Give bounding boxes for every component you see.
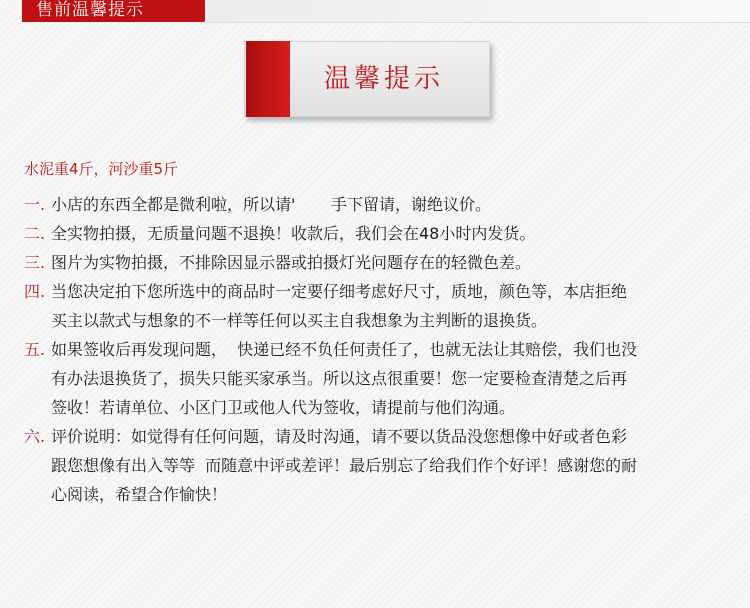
item-text-line: 当您决定拍下您所选中的商品时一定要仔细考虑好尺寸，质地，颜色等，本店拒绝 (51, 282, 628, 301)
item-text-line: 图片为实物拍摄，不排除因显示器或拍摄灯光问题存在的轻微色差。 (51, 253, 532, 272)
item-text-line: 签收！若请单位、小区门卫或他人代为签收，请提前与他们沟通。 (51, 398, 516, 417)
item-number: 四. (24, 282, 46, 301)
title-banner (244, 41, 490, 117)
notice-item (24, 248, 734, 277)
item-number: 六. (24, 427, 46, 446)
item-number: 三. (24, 253, 46, 272)
item-text-line: 有办法退换货了，损失只能买家承当。所以这点很重要！您一定要检查清楚之后再 (51, 369, 628, 388)
item-number: 二. (24, 224, 46, 243)
item-text-line: 小店的东西全都是微利啦，所以请' 手下留请，谢绝议价。 (51, 195, 492, 214)
item-text-line: 如果签收后再发现问题， 快递已经不负任何责任了，也就无法让其赔偿，我们也没 (51, 340, 638, 359)
item-text-line: 评价说明：如觉得有任何问题，请及时沟通，请不要以货品没您想像中好或者色彩 (51, 427, 628, 446)
item-number: 五. (24, 340, 46, 359)
title-red-bar (246, 41, 290, 117)
notice-item (24, 277, 734, 335)
notice-item (24, 422, 734, 509)
notice-item (24, 219, 734, 248)
item-number: 一. (24, 195, 46, 214)
item-text-line: 全实物拍摄，无质量问题不退换！收款后，我们会在48小时内发货。 (51, 224, 536, 243)
item-text-line: 买主以款式与想象的不一样等任何以买主自我想象为主判断的退换货。 (51, 311, 548, 330)
notice-content (24, 160, 734, 509)
weight-note: 水泥重4斤，河沙重5斤 (24, 160, 179, 178)
notice-item (24, 335, 734, 422)
item-text-line: 跟您想像有出入等等 而随意中评或差评！最后别忘了给我们作个好评！感谢您的耐 (51, 456, 638, 475)
item-text-line: 心阅读，希望合作愉快！ (51, 485, 228, 504)
page-title: 温馨提示 (324, 64, 445, 94)
top-tab: 售前温馨提示 (22, 0, 205, 22)
notice-item (24, 190, 734, 219)
top-strip (205, 0, 750, 23)
